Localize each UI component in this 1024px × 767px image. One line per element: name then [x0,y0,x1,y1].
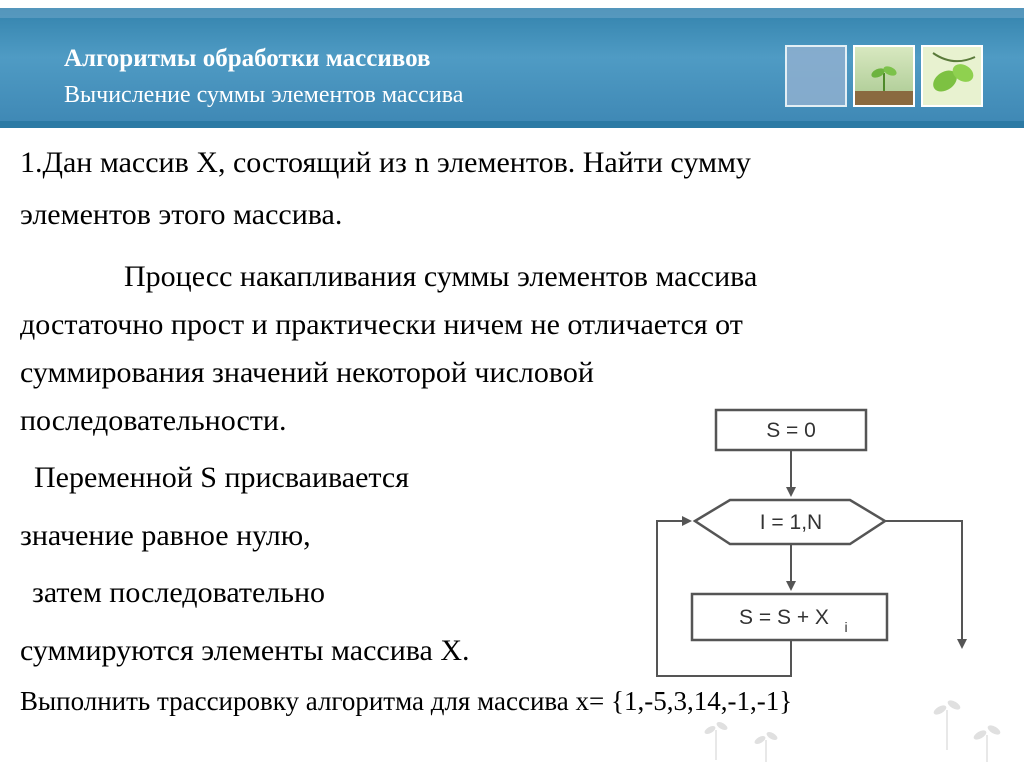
init-label: S = 0 [766,419,816,442]
loop-label: I = 1,N [759,511,823,534]
slide-header [0,0,1024,128]
paragraph-line-3: суммирования значений некоторой числовой [20,356,594,389]
blue-square-thumbnail [785,45,847,107]
header-top-strip [0,0,1024,8]
task-line-2: элементов этого массива. [20,198,343,231]
header-band [0,8,1024,18]
seedling-thumbnail [853,45,915,107]
paragraph-line-4: последовательности. [20,404,287,437]
variable-line-2: значение равное нулю, [20,519,311,552]
slide-title: Алгоритмы обработки массивов [64,45,431,72]
arrow-loop-exit [885,521,962,644]
variable-line-3: затем последовательно [32,576,326,609]
flowchart [650,400,980,685]
variable-line-1: Переменной S присваивается [34,461,409,494]
leaf-thumbnail [921,45,983,107]
body-label: S = S + X [739,606,829,629]
sprout-decoration [690,690,1020,762]
paragraph-line-2: достаточно прост и практически ничем не отличается от [20,308,743,341]
task-line-1: 1.Дан массив X, состоящий из n элементов. Найти сумму [20,146,751,179]
slide-subtitle: Вычисление суммы элементов массива [64,82,464,108]
body-subscript: i [844,619,848,635]
header-bottom-line [0,121,1024,128]
paragraph-line-1: Процесс накапливания суммы элементов массива [124,260,758,293]
variable-line-4: суммируются элементы массива X. [20,634,470,667]
exercise-text: Выполнить трассировку алгоритма для массива x= {1,-5,3,14,-1,-1} [20,686,793,716]
